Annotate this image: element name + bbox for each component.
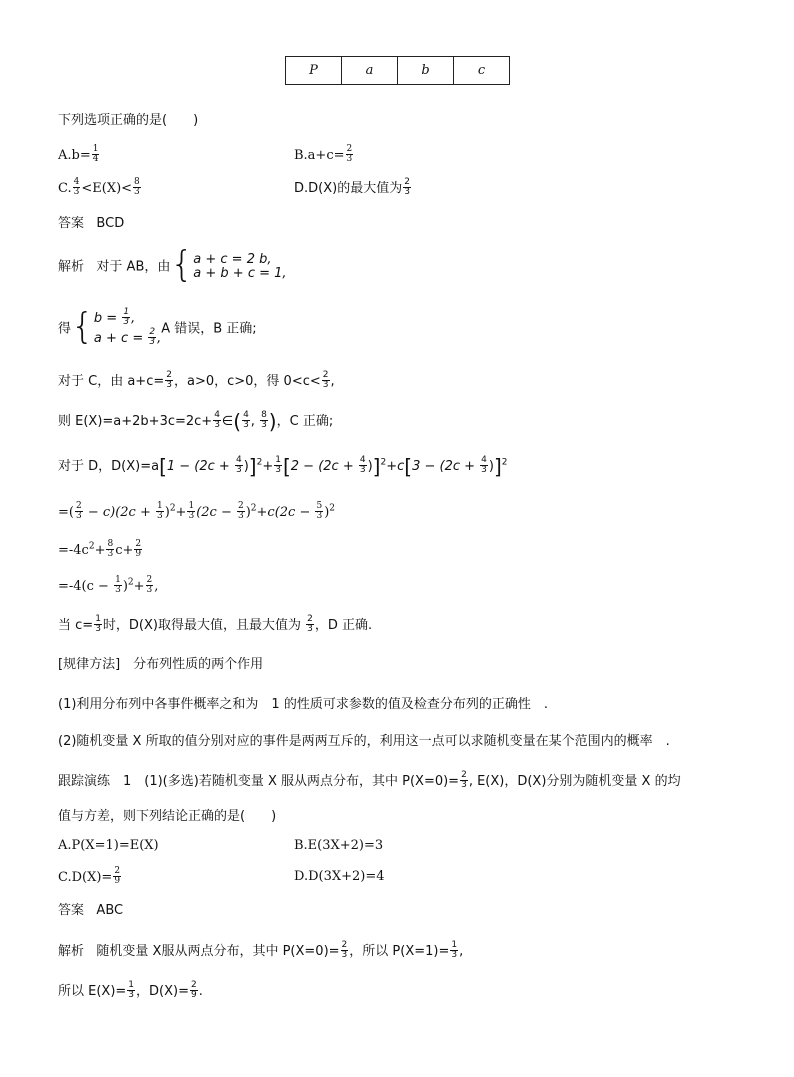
- solution2-line-1: 解析 随机变量 X服从两点分布，其中 P(X=0)= $\frac{2}{3}$ ，所以 P(X=1)= $\frac{1}{3}$ ,: [58, 940, 464, 960]
- table-cell: a: [342, 57, 398, 85]
- solution-result: 得{ b = $\frac{1}{3}$ , a + c = $\frac{2}{3}$ , A 错误，B 正确;: [58, 306, 257, 347]
- solution2-line-2: 所以 E(X)= $\frac{1}{3}$ ，D(X)= $\frac{2}{9}$ .: [58, 980, 203, 1000]
- practice-line-2: 值与方差，则下列结论正确的是( ): [58, 809, 277, 824]
- fraction: $\frac{2}{3}$: [404, 177, 410, 197]
- option-a: [58, 146, 100, 165]
- equation-system: a + c = 2 b, a + b + c = 1,: [193, 252, 287, 281]
- result-system: b = $\frac{1}{3}$ , a + c = $\frac{2}{3}$ ,: [93, 307, 162, 347]
- distribution-table: [285, 56, 510, 85]
- solution-label: 解析: [58, 944, 85, 959]
- answer-value: BCD: [96, 216, 125, 231]
- answer-line: [58, 215, 124, 233]
- solution-label: 解析: [58, 259, 85, 275]
- practice-option-c: C.D(X)= $\frac{2}{9}$: [58, 866, 121, 886]
- practice-option-b: B.E(3X+2)=3: [294, 838, 384, 853]
- solution-d-line-4: =-4(c − $\frac{1}{3}$ )$^2$+ $\frac{2}{3}$ ,: [58, 575, 159, 595]
- method-title: [规律方法] 分布列性质的两个作用: [58, 657, 264, 672]
- fraction: $\frac{4}{3}$: [73, 177, 80, 197]
- solution-e-line: 则 E(X)=a+2b+3c=2c+ $\frac{4}{3}$ ∈( $\frac{4}{3}$ , $\frac{8}{3}$ )，C 正确;: [58, 409, 334, 434]
- option-d: D.D(X)的最大值为 $\frac{2}{3}$: [294, 177, 410, 197]
- practice-line-1: 跟踪演练 1 (1)(多选)若随机变量 X 服从两点分布，其中 P(X=0)= $\frac{2}{3}$ , E(X)，D(X)分别为随机变量 X 的均: [58, 770, 681, 790]
- practice-option-a: A.P(X=1)=E(X): [58, 838, 159, 853]
- question-stem: 下列选项正确的是( ): [58, 113, 199, 128]
- method-point-1: (1)利用分布列中各事件概率之和为 1 的性质可求参数的值及检查分布列的正确性 .: [58, 697, 548, 712]
- solution-c-line: 对于 C，由 a+c= $\frac{2}{3}$ ，a>0，c>0，得 0<c< $\frac{2}{3}$ ,: [58, 370, 335, 390]
- solution-system: 解析 对于 AB，由{ a + c = 2 b, a + b + c = 1,: [58, 244, 287, 285]
- table-cell: c: [454, 57, 510, 85]
- answer-label: 答案: [58, 216, 85, 231]
- table-cell: P: [286, 57, 342, 85]
- fraction: $\frac{2}{3}$: [346, 144, 353, 164]
- option-a-text: A.b=: [58, 148, 91, 163]
- practice-answer-line: [58, 902, 123, 920]
- solution-d-line-2: =( $\frac{2}{3}$ − c)(2c + $\frac{1}{3}$ )$^2$+ $\frac{1}{3}$ (2c − $\frac{2}{3}$ )$^2$+c(2c − $\frac{5}{3}$ )$^2$: [58, 501, 336, 521]
- table-row: [286, 57, 510, 85]
- brace: {: [71, 306, 94, 347]
- brace: {: [170, 244, 194, 285]
- fraction: $\frac{8}{3}$: [134, 177, 140, 197]
- answer-value: ABC: [96, 903, 124, 918]
- table-cell: b: [398, 57, 454, 85]
- fraction: $\frac{1}{4}$: [92, 144, 99, 164]
- option-b-text: B.a+c=: [294, 148, 345, 163]
- solution-d-line-1: 对于 D，D(X)=a[1 − (2c + $\frac{4}{3}$ )]$^2$+ $\frac{1}{3}$ [2 − (2c + $\frac{4}{3}$ )]$^2$+c[3 − (2c + $\frac{4}{3}$ )]$^2$: [58, 454, 508, 479]
- solution-d-line-3: $=-4c^2+$ $\frac{8}{3}$ c+ $\frac{2}{9}$: [58, 539, 142, 559]
- answer-label: 答案: [58, 903, 85, 918]
- practice-option-d: D.D(3X+2)=4: [294, 869, 385, 884]
- method-point-2: (2)随机变量 X 所取的值分别对应的事件是两两互斥的，利用这一点可以求随机变量在某个范围内的概率 .: [58, 734, 670, 749]
- option-c: C. $\frac{4}{3}$ <E(X)< $\frac{8}{3}$: [58, 177, 140, 197]
- solution-conclusion: 当 c= $\frac{1}{3}$ 时，D(X)取得最大值，且最大值为 $\frac{2}{3}$ ，D 正确.: [58, 614, 373, 634]
- option-b: [294, 146, 354, 165]
